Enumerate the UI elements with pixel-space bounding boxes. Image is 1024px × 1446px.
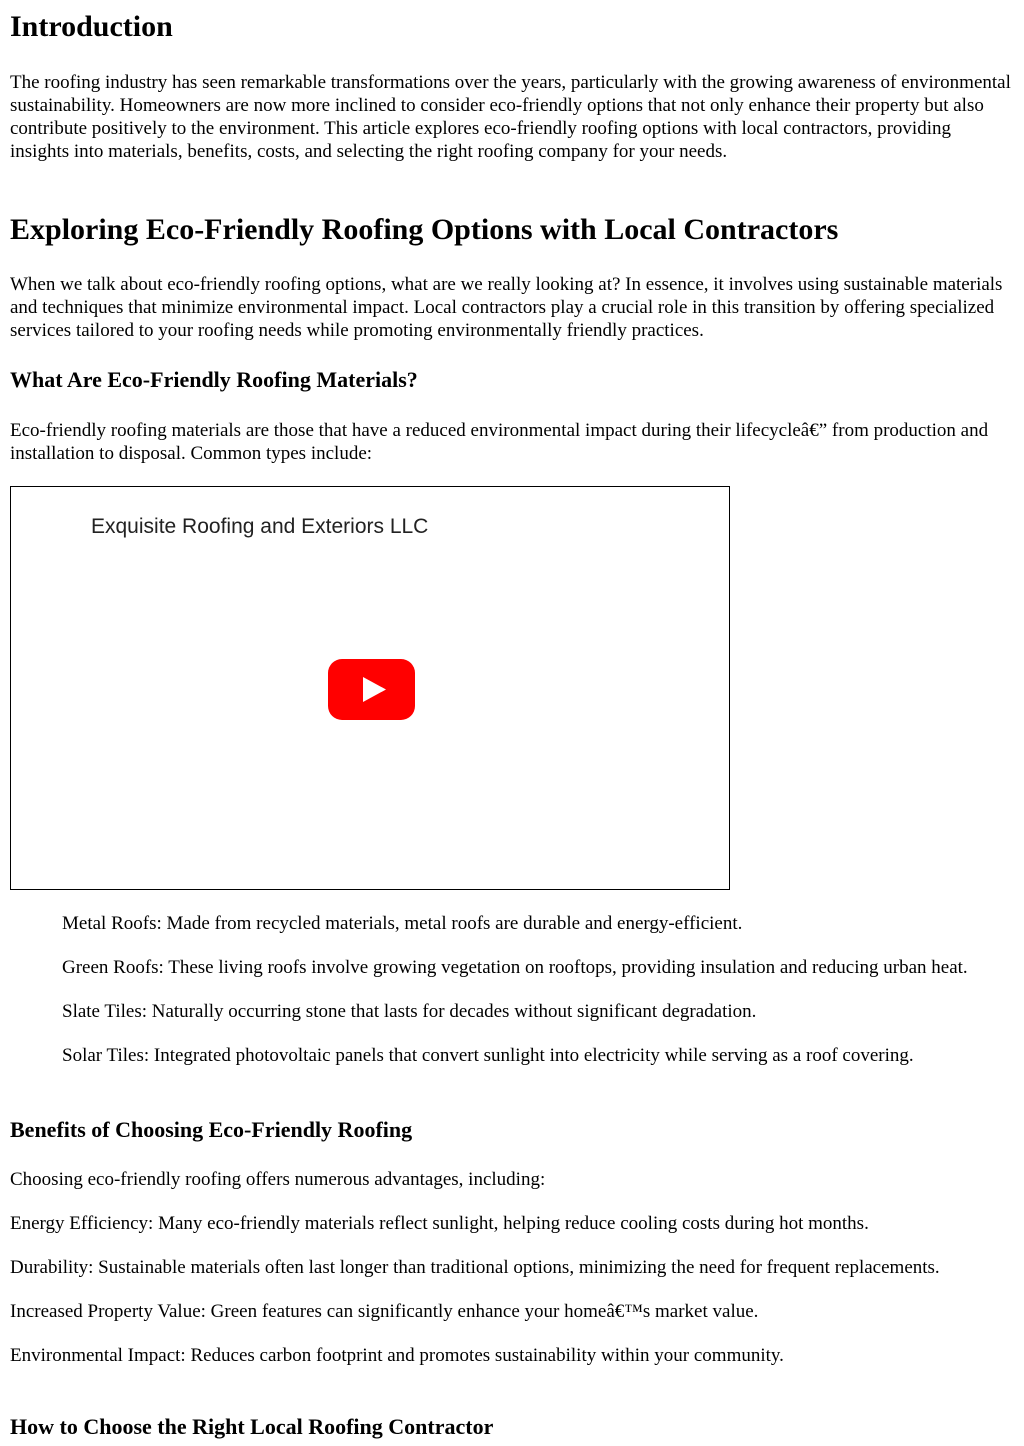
list-item: Metal Roofs: Made from recycled materials, metal roofs are durable and energy-efficient. <box>62 913 743 934</box>
explore-paragraph: When we talk about eco-friendly roofing options, what are we really looking at? In essence, it involves using sustainable materials and techniques that minimize environmental impact. Local contractors play a crucial role in this transition by offering specialized services tailored to your roofing needs while promoting environmentally friendly practices. <box>10 274 1003 341</box>
materials-heading: What Are Eco-Friendly Roofing Materials? <box>10 367 418 392</box>
benefits-list <box>10 1212 1014 1388</box>
benefits-heading: Benefits of Choosing Eco-Friendly Roofing <box>10 1117 413 1142</box>
video-title[interactable]: Exquisite Roofing and Exteriors LLC <box>91 515 429 538</box>
youtube-play-icon[interactable] <box>328 659 415 720</box>
list-item: Environmental Impact: Reduces carbon footprint and promotes sustainability within your community. <box>10 1345 784 1366</box>
intro-paragraph: The roofing industry has seen remarkable transformations over the years, particularly with the growing awareness of environmental sustainability. Homeowners are now more inclined to consider eco-friendly options that not only enhance their property but also contribute positively to the environment. This article explores eco-friendly roofing options with local contractors, providing insights into materials, benefits, costs, and selecting the right roofing company for your needs. <box>10 72 1011 162</box>
list-item: Durability: Sustainable materials often last longer than traditional options, minimizing the need for frequent replacements. <box>10 1257 940 1278</box>
choose-contractor-heading: How to Choose the Right Local Roofing Contractor <box>10 1414 494 1439</box>
list-item: Energy Efficiency: Many eco-friendly materials reflect sunlight, helping reduce cooling costs during hot months. <box>10 1213 869 1234</box>
list-item: Green Roofs: These living roofs involve growing vegetation on rooftops, providing insulation and reducing urban heat. <box>62 957 968 978</box>
list-item: Increased Property Value: Green features can significantly enhance your homeâ€™s market value. <box>10 1301 759 1322</box>
explore-heading: Exploring Eco-Friendly Roofing Options with Local Contractors <box>10 213 839 246</box>
intro-heading: Introduction <box>10 10 173 43</box>
video-embed[interactable] <box>10 486 730 890</box>
materials-list <box>62 912 1012 1088</box>
benefits-intro: Choosing eco-friendly roofing offers numerous advantages, including: <box>10 1169 546 1190</box>
list-item: Slate Tiles: Naturally occurring stone that lasts for decades without significant degradation. <box>62 1001 757 1022</box>
list-item: Solar Tiles: Integrated photovoltaic panels that convert sunlight into electricity while serving as a roof covering. <box>62 1045 914 1066</box>
materials-paragraph: Eco-friendly roofing materials are those that have a reduced environmental impact during their lifecycleâ€” from production and installation to disposal. Common types include: <box>10 420 989 464</box>
